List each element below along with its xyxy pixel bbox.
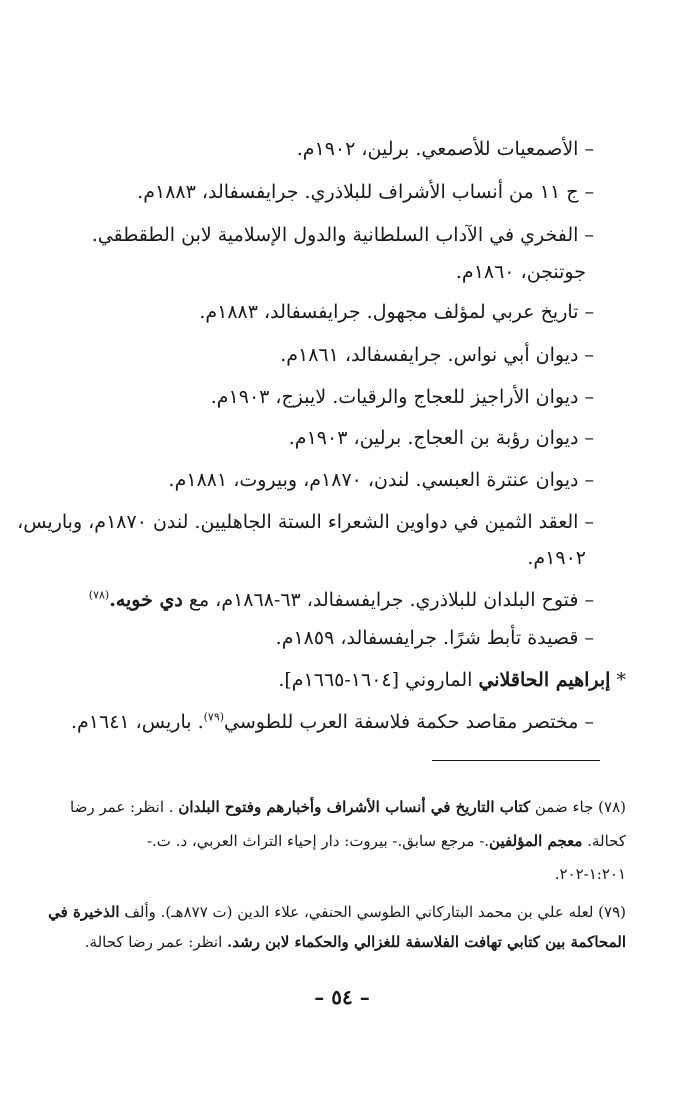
- fn-bold-title: معجم المؤلفين: [489, 832, 583, 850]
- fn-bold-title: الذخيرة في: [48, 903, 120, 921]
- fn-text: كحالة.: [582, 832, 626, 850]
- entry-tarikh-arabi: – تاريخ عربي لمؤلف مجهول. جرايفسفالد، ١٨٨٣م.: [199, 301, 594, 323]
- entry-futuh-text: – فتوح البلدان للبلاذري. جرايفسفالد، ٦٣-١٨٦٨م، مع: [182, 589, 594, 611]
- entry-diwan-antara: – ديوان عنترة العبسي. لندن، ١٨٧٠م، وبيروت، ١٨٨١م.: [168, 469, 594, 491]
- fn-bold-title: كتاب التاريخ في أنساب الأشراف وأخبارهم وفتوح البلدان: [178, 798, 531, 816]
- fn-text: انظر: عمر رضا كحالة.: [84, 933, 228, 951]
- footnote-78-line-3: [555, 862, 626, 886]
- fn-bold-title: المحاكمة بين كتابي تهافت الفلاسفة للغزالي والحكماء لابن رشد.: [227, 933, 626, 951]
- fn-text: . انظر: عمر رضا: [70, 798, 179, 816]
- entry-qasida-taabbata: – قصيدة تأبط شرًا. جرايفسفالد، ١٨٥٩م.: [275, 627, 594, 649]
- entry-fakhri-continuation: جوتنجن، ١٨٦٠م.: [455, 261, 586, 283]
- entry-diwan-ruba: – ديوان رؤبة بن العجاج. برلين، ١٩٠٣م.: [288, 427, 594, 449]
- entry-mukhtasar: [71, 708, 594, 736]
- author-star: *: [610, 669, 626, 691]
- entry-fakhri: – الفخري في الآداب السلطانية والدول الإسلامية لابن الطقطقي.: [91, 224, 594, 246]
- entry-mukhtasar-text: – مختصر مقاصد حكمة فلاسفة العرب للطوسي: [224, 711, 594, 733]
- footnote-separator: [432, 760, 600, 761]
- entry-iqd-thamin-continuation: ١٩٠٢م.: [527, 547, 586, 569]
- footnote-78-line-2: [147, 829, 626, 853]
- fn-text: (٧٨) جاء ضمن: [530, 798, 626, 816]
- footnote-79-line-2: [85, 930, 626, 954]
- footnote-ref-79: (٧٩): [203, 710, 225, 724]
- entry-ansab-ashraf: – ج ١١ من أنساب الأشراف للبلاذري. جرايفسفالد، ١٨٨٣م.: [137, 181, 594, 203]
- entry-diwan-arajiz: – ديوان الأراجيز للعجاج والرقيات. لايبزج، ١٩٠٣م.: [210, 386, 594, 408]
- author-name: إبراهيم الحاقلاني: [478, 669, 611, 691]
- fn-text: ١:٢٠١-٢٠٢.: [554, 865, 626, 883]
- entry-futuh-buldan: [89, 586, 594, 614]
- entry-diwan-abi-nuwas: – ديوان أبي نواس. جرايفسفالد، ١٨٦١م.: [280, 344, 594, 366]
- entry-futuh-bold: دي خويه.: [109, 589, 183, 611]
- fn-text: (٧٩) لعله علي بن محمد البتاركاني الطوسي الحنفي، علاء الدين (ت ٨٧٧هـ). وألف: [119, 903, 626, 921]
- entry-asmaiyat: – الأصمعيات للأصمعي. برلين، ١٩٠٢م.: [296, 138, 594, 160]
- author-dates: الماروني [١٦٠٤-١٦٦٥م].: [278, 669, 479, 691]
- fn-text: .- مرجع سابق.- بيروت: دار إحياء التراث العربي، د. ت.-: [146, 832, 490, 850]
- entry-iqd-thamin: – العقد الثمين في دواوين الشعراء الستة الجاهليين. لندن ١٨٧٠م، وباريس،: [17, 511, 594, 533]
- author-heading: [278, 666, 626, 694]
- footnote-ref-78: (٧٨): [88, 588, 110, 602]
- page-number: – ٥٤ –: [314, 985, 370, 1009]
- footnote-78-line-1: [70, 795, 626, 819]
- entry-mukhtasar-tail: . باريس، ١٦٤١م.: [70, 711, 204, 733]
- footnote-79-line-1: [48, 900, 626, 924]
